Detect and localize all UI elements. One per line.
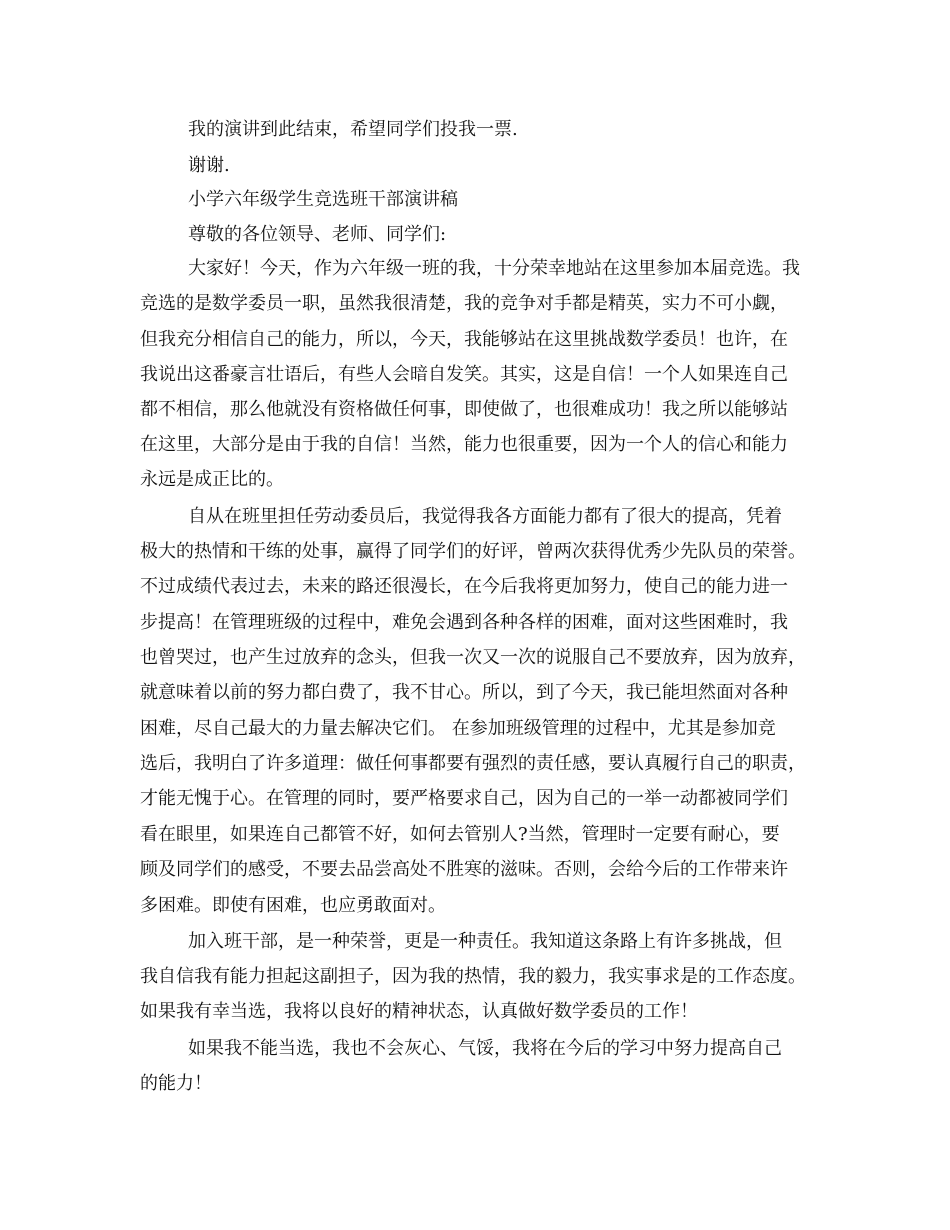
text-line: 困难，尽自己最大的力量去解决它们。 在参加班级管理的过程中，尤其是参加竞 bbox=[140, 718, 776, 739]
text-line: 不过成绩代表过去，未来的路还很漫长，在今后我将更加努力，使自己的能力进一 bbox=[140, 576, 788, 597]
text-line: 选后，我明白了许多道理：做任何事都要有强烈的责任感，要认真履行自己的职责， bbox=[140, 753, 806, 774]
text-line: 都不相信，那么他就没有资格做任何事，即使做了，也很难成功！我之所以能够站 bbox=[140, 399, 788, 420]
text-line: 步提高！在管理班级的过程中，难免会遇到各种各样的困难，面对这些困难时，我 bbox=[140, 612, 788, 633]
text-line: 但我充分相信自己的能力，所以，今天，我能够站在这里挑战数学委员！也许，在 bbox=[140, 329, 788, 350]
text-line: 也曾哭过，也产生过放弃的念头，但我一次又一次的说服自己不要放弃，因为放弃， bbox=[140, 647, 806, 668]
text-line: 看在眼里，如果连自己都管不好，如何去管别人?当然，管理时一定要有耐心，要 bbox=[140, 824, 780, 845]
text-line: 自从在班里担任劳动委员后，我觉得我各方面能力都有了很大的提高，凭着 bbox=[188, 506, 782, 527]
text-line: 我自信我有能力担起这副担子，因为我的热情，我的毅力，我实事求是的工作态度。 bbox=[140, 966, 806, 987]
text-line: 谢谢. bbox=[188, 155, 230, 176]
text-line: 顾及同学们的感受，不要去品尝高处不胜寒的滋味。否则，会给今后的工作带来许 bbox=[140, 859, 788, 880]
text-line: 的能力！ bbox=[140, 1073, 212, 1094]
text-line: 我的演讲到此结束，希望同学们投我一票. bbox=[188, 119, 518, 140]
text-line: 在这里，大部分是由于我的自信！当然，能力也很重要，因为一个人的信心和能力 bbox=[140, 434, 788, 455]
text-line: 大家好！今天，作为六年级一班的我，十分荣幸地站在这里参加本届竞选。我 bbox=[188, 258, 800, 279]
text-line: 如果我不能当选，我也不会灰心、气馁，我将在今后的学习中努力提高自己 bbox=[188, 1038, 782, 1059]
text-line: 才能无愧于心。在管理的同时，要严格要求自己，因为自己的一举一动都被同学们 bbox=[140, 788, 788, 809]
text-line: 小学六年级学生竞选班干部演讲稿 bbox=[188, 189, 458, 210]
text-line: 竞选的是数学委员一职，虽然我很清楚，我的竞争对手都是精英，实力不可小觑， bbox=[140, 293, 788, 314]
text-line: 就意味着以前的努力都白费了，我不甘心。所以，到了今天，我已能坦然面对各种 bbox=[140, 682, 788, 703]
text-line: 如果我有幸当选，我将以良好的精神状态，认真做好数学委员的工作！ bbox=[140, 1001, 698, 1022]
text-line: 我说出这番豪言壮语后，有些人会暗自发笑。其实，这是自信！一个人如果连自己 bbox=[140, 364, 788, 385]
text-line: 极大的热情和干练的处事，赢得了同学们的好评，曾两次获得优秀少先队员的荣誉。 bbox=[140, 541, 806, 562]
text-line: 加入班干部，是一种荣誉，更是一种责任。我知道这条路上有许多挑战，但 bbox=[188, 931, 782, 952]
text-line: 尊敬的各位领导、老师、同学们: bbox=[188, 224, 447, 245]
text-line: 多困难。即使有困难，也应勇敢面对。 bbox=[140, 895, 446, 916]
text-line: 永远是成正比的。 bbox=[140, 469, 284, 490]
